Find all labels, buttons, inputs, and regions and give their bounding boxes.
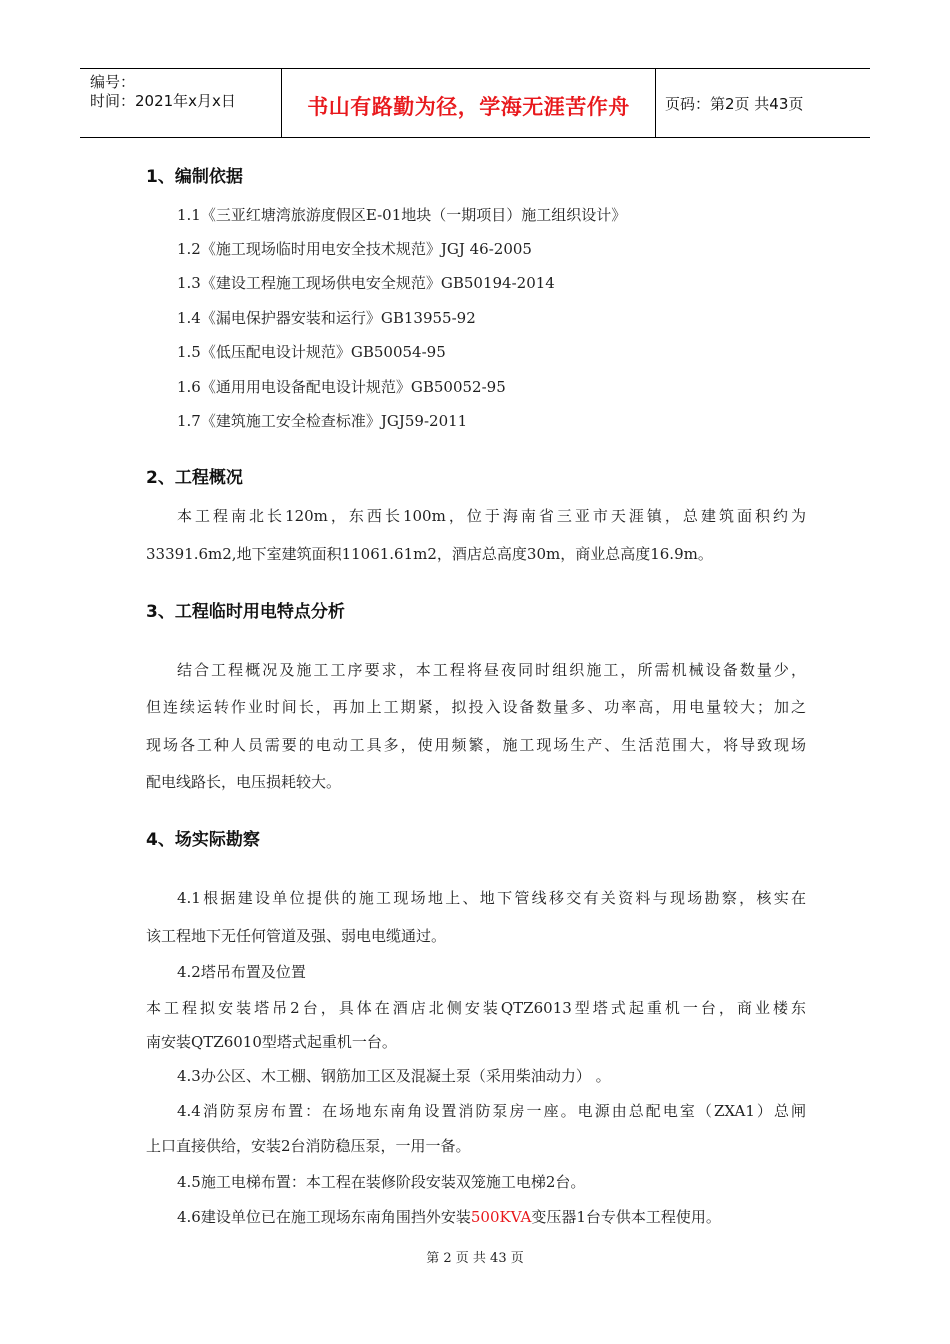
paragraph-line: 现场各工种人员需要的电动工具多，使用频繁，施工现场生产、生活范围大，将导致现场 [146,736,806,754]
reference-item: 1.1《三亚红塘湾旅游度假区E-01地块（一期项目）施工组织设计》 [177,206,627,224]
paragraph-line [177,1206,721,1227]
reference-item: 1.5《低压配电设计规范》GB50054-95 [177,343,446,361]
paragraph-line: 本工程拟安装塔吊2台，具体在酒店北侧安装QTZ6013型塔式起重机一台，商业楼东 [146,999,806,1017]
section-heading: 1、编制依据 [146,167,243,187]
paragraph-line: 南安装QTZ6010型塔式起重机一台。 [146,1033,397,1051]
doc-number-label: 编号： [90,73,136,91]
text-run: 变压器1台专供本工程使用。 [531,1208,721,1226]
reference-item: 1.2《施工现场临时用电安全技术规范》JGJ 46-2005 [177,240,532,258]
section-heading: 3、工程临时用电特点分析 [146,602,345,622]
paragraph-line: 4.1根据建设单位提供的施工现场地上、地下管线移交有关资料与现场勘察，核实在 [177,889,806,907]
reference-item: 1.3《建设工程施工现场供电安全规范》GB50194-2014 [177,274,555,292]
doc-time-label: 时间：2021年x月x日 [90,92,236,110]
reference-item: 1.7《建筑施工安全检查标准》JGJ59-2011 [177,412,468,430]
header-motto: 书山有路勤为径，学海无涯苦作舟 [307,95,630,119]
paragraph-line: 本工程南北长120m，东西长100m，位于海南省三亚市天涯镇，总建筑面积约为 [177,507,806,525]
paragraph-line: 4.5施工电梯布置：本工程在装修阶段安装双笼施工电梯2台。 [177,1173,586,1191]
page-footer: 第 2 页 共 43 页 [426,1251,524,1266]
reference-item: 1.6《通用用电设备配电设计规范》GB50052-95 [177,378,506,396]
paragraph-line: 4.4消防泵房布置：在场地东南角设置消防泵房一座。电源由总配电室（ZXA1）总闸 [177,1102,806,1120]
header-meta [90,73,236,111]
paragraph-line: 4.2塔吊布置及位置 [177,963,306,981]
header-page-number: 页码：第2页 共43页 [665,95,804,113]
reference-item: 1.4《漏电保护器安装和运行》GB13955-92 [177,309,476,327]
section-heading: 2、工程概况 [146,468,243,488]
paragraph-line: 该工程地下无任何管道及强、弱电电缆通过。 [146,927,447,945]
section-heading: 4、场实际勘察 [146,830,260,850]
paragraph-line: 上口直接供给，安装2台消防稳压泵，一用一备。 [146,1137,471,1155]
paragraph-line: 33391.6m2,地下室建筑面积11061.61m2，酒店总高度30m，商业总高度16.9m。 [146,545,713,563]
paragraph-line: 4.3办公区、木工棚、钢筋加工区及混凝土泵（采用柴油动力） 。 [177,1067,611,1085]
header-divider [655,69,656,137]
paragraph-line: 配电线路长，电压损耗较大。 [146,773,342,791]
paragraph-line: 结合工程概况及施工工序要求，本工程将昼夜同时组织施工，所需机械设备数量少， [177,661,806,679]
text-run: 4.6建设单位已在施工现场东南角围挡外安装 [177,1208,471,1226]
page-header [80,68,870,138]
paragraph-line: 但连续运转作业时间长，再加上工期紧，拟投入设备数量多、功率高，用电量较大；加之 [146,698,806,716]
highlighted-capacity: 500KVA [470,1208,532,1226]
